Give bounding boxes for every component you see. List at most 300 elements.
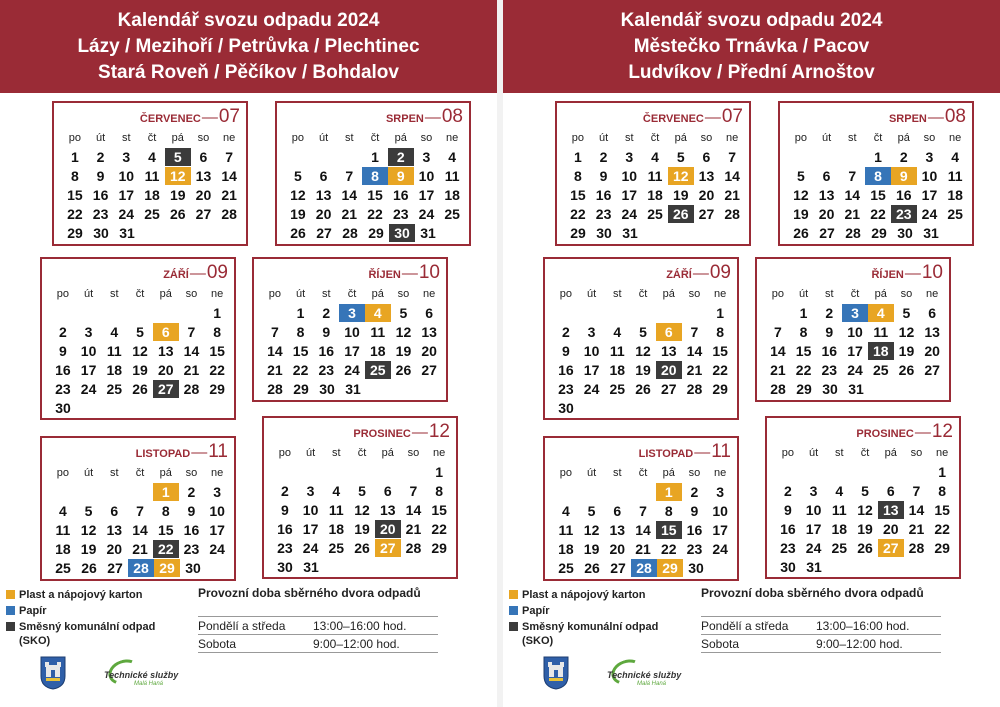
weekday-label: po <box>794 132 807 144</box>
month-12 <box>262 416 458 579</box>
month-number: 09 <box>206 262 228 283</box>
legend-item-sko <box>509 620 662 648</box>
empty-day <box>801 463 827 481</box>
week-row <box>775 463 955 482</box>
week-row <box>775 520 955 539</box>
day: 5 <box>358 483 366 499</box>
day: 4 <box>448 149 457 165</box>
month-header <box>140 106 240 128</box>
empty-day <box>765 304 791 322</box>
month-number: 08 <box>441 106 463 127</box>
villages-line-1: Městečko Trnávka / Pacov <box>633 36 870 57</box>
day: 15 <box>292 343 309 359</box>
day-plast-pickup: 6 <box>153 323 179 341</box>
day: 26 <box>169 206 186 222</box>
month-name: SRPEN <box>385 113 424 125</box>
hours-row <box>701 616 941 634</box>
weekday-label: so <box>397 288 410 300</box>
town-crest-icon <box>40 656 66 690</box>
day: 8 <box>716 324 725 340</box>
day: 6 <box>199 149 208 165</box>
weekday-label: so <box>420 132 433 144</box>
day: 18 <box>55 541 71 557</box>
month-header <box>666 262 731 284</box>
weekday-label: pá <box>159 288 172 300</box>
legend-label: Směsný komunální odpad (SKO) <box>522 621 659 647</box>
day: 11 <box>609 343 625 359</box>
day: 9 <box>280 502 289 518</box>
day-sko-pickup: 20 <box>656 361 682 379</box>
day: 9 <box>96 168 105 184</box>
week-row <box>285 224 465 243</box>
weekday-label: st <box>848 132 857 144</box>
day-plast-pickup: 4 <box>868 304 894 322</box>
week-row <box>553 502 733 521</box>
day: 1 <box>296 305 305 321</box>
weekday-label: po <box>559 288 572 300</box>
day: 10 <box>621 168 638 184</box>
day: 25 <box>55 560 71 576</box>
day: 18 <box>647 187 663 203</box>
day: 4 <box>58 503 67 519</box>
day: 1 <box>371 149 379 165</box>
day: 6 <box>886 483 895 499</box>
day: 4 <box>561 503 570 519</box>
week-row <box>262 304 442 323</box>
villages-line-1: Lázy / Mezihoří / Petrůvka / Plechtinec <box>77 36 420 57</box>
day: 31 <box>119 225 135 241</box>
day: 29 <box>871 225 887 241</box>
weekday-label: st <box>825 288 834 300</box>
weekday-label: ne <box>211 467 224 479</box>
day: 22 <box>431 521 447 537</box>
day: 20 <box>315 206 332 222</box>
legend-item-papir <box>509 604 662 618</box>
empty-day <box>401 463 427 481</box>
day: 2 <box>690 484 699 500</box>
week-row <box>62 224 242 243</box>
week-row <box>50 559 230 578</box>
day: 30 <box>277 559 293 575</box>
day: 30 <box>822 381 838 397</box>
day: 12 <box>793 187 809 203</box>
week-row <box>285 167 465 186</box>
day: 1 <box>938 464 947 480</box>
day: 4 <box>951 149 960 165</box>
week-row <box>553 361 733 380</box>
weekday-label: čt <box>860 447 870 459</box>
day: 3 <box>925 149 934 165</box>
weekday-label: pá <box>394 132 407 144</box>
day: 21 <box>221 187 237 203</box>
day-papir-pickup: 28 <box>631 559 657 577</box>
day: 13 <box>924 324 940 340</box>
day: 20 <box>157 362 174 378</box>
month-dash: — <box>411 424 428 441</box>
week-row <box>788 205 968 224</box>
day: 20 <box>106 541 123 557</box>
week-row <box>50 399 230 418</box>
month-number: 12 <box>428 421 450 442</box>
week-row <box>50 521 230 540</box>
day: 30 <box>185 560 201 576</box>
villages-line-2: Ludvíkov / Přední Arnoštov <box>628 62 875 83</box>
day: 8 <box>296 324 305 340</box>
day: 28 <box>342 225 358 241</box>
day: 30 <box>93 225 109 241</box>
weekday-label: so <box>900 288 913 300</box>
legend-label: Směsný komunální odpad (SKO) <box>19 621 156 647</box>
day: 13 <box>315 187 332 203</box>
day: 27 <box>698 206 715 222</box>
day: 19 <box>635 362 651 378</box>
day: 2 <box>599 149 608 165</box>
month-dash: — <box>201 109 218 126</box>
day: 14 <box>724 168 740 184</box>
week-row <box>775 501 955 520</box>
day: 7 <box>136 503 144 519</box>
month-10 <box>755 257 951 402</box>
week-row <box>788 224 968 243</box>
day: 17 <box>712 522 728 538</box>
day: 11 <box>328 502 344 518</box>
hours-day: Sobota <box>198 636 237 651</box>
week-row <box>62 148 242 167</box>
day: 18 <box>144 187 160 203</box>
weekday-header-row <box>553 285 733 304</box>
week-row <box>272 539 452 558</box>
weekday-label: po <box>571 132 584 144</box>
day: 29 <box>67 225 83 241</box>
day: 26 <box>857 540 873 556</box>
weekday-label: so <box>688 467 701 479</box>
day: 21 <box>405 521 422 537</box>
weekday-label: čt <box>850 288 860 300</box>
day: 17 <box>209 522 225 538</box>
day: 13 <box>609 522 626 538</box>
day: 11 <box>558 522 574 538</box>
weekday-label: st <box>322 288 331 300</box>
day: 4 <box>613 324 622 340</box>
day-grid <box>272 444 452 577</box>
day: 5 <box>399 305 408 321</box>
week-row <box>553 323 733 342</box>
day: 29 <box>934 540 950 556</box>
day: 2 <box>899 149 908 165</box>
day: 12 <box>132 343 148 359</box>
hours-time: 13:00–16:00 hod. <box>816 618 910 633</box>
weekday-label: pá <box>662 467 675 479</box>
weekday-label: st <box>332 447 341 459</box>
day: 16 <box>821 343 838 359</box>
week-row <box>765 361 945 380</box>
weekday-label: út <box>83 288 94 300</box>
day: 17 <box>118 187 135 203</box>
hours-title: Provozní doba sběrného dvora odpadů <box>701 586 924 600</box>
day: 7 <box>773 324 782 340</box>
day: 7 <box>270 324 279 340</box>
calendar-title: Kalendář svozu odpadu 2024 <box>620 10 883 31</box>
day: 15 <box>367 187 383 203</box>
month-name: ŘÍJEN <box>871 269 904 281</box>
day-sko-pickup: 30 <box>389 224 415 242</box>
legend-item-sko <box>6 620 159 648</box>
day: 28 <box>183 381 200 397</box>
legend-swatch <box>6 590 15 599</box>
month-dash: — <box>914 424 931 441</box>
day: 2 <box>58 324 67 340</box>
day: 27 <box>924 362 940 378</box>
day: 9 <box>825 324 834 340</box>
week-row <box>553 559 733 578</box>
legend-label: Papír <box>522 605 550 617</box>
empty-day <box>127 304 153 322</box>
empty-day <box>298 463 324 481</box>
weekday-label: st <box>835 447 844 459</box>
day: 1 <box>573 149 582 165</box>
day: 27 <box>195 206 212 222</box>
day-grid <box>565 129 745 243</box>
day: 3 <box>306 483 315 499</box>
week-row <box>262 380 442 399</box>
weekday-label: út <box>821 132 832 144</box>
day: 15 <box>570 187 586 203</box>
weekday-label: ne <box>714 467 727 479</box>
logo-text: Technické služby <box>104 670 179 680</box>
day: 26 <box>290 225 306 241</box>
day: 10 <box>847 324 863 340</box>
day: 23 <box>686 541 703 557</box>
day: 5 <box>293 168 302 184</box>
day: 26 <box>395 362 412 378</box>
month-number: 07 <box>218 106 240 127</box>
empty-day <box>630 483 656 501</box>
day: 14 <box>405 502 422 518</box>
day: 1 <box>799 305 808 321</box>
day: 11 <box>106 343 122 359</box>
calendar-panel-right <box>503 0 1000 707</box>
legend-item-plast <box>509 588 662 602</box>
day-grid <box>553 285 733 418</box>
week-row <box>272 520 452 539</box>
logo-text: Technické služby <box>607 670 682 680</box>
weekday-label: út <box>798 288 809 300</box>
day-sko-pickup: 18 <box>868 342 894 360</box>
day: 29 <box>293 381 309 397</box>
day: 14 <box>686 343 703 359</box>
day: 7 <box>690 324 699 340</box>
day: 25 <box>444 206 460 222</box>
week-row <box>62 186 242 205</box>
legend-label: Papír <box>19 605 47 617</box>
month-dash: — <box>904 265 921 282</box>
day: 14 <box>770 343 786 359</box>
weekday-label: so <box>700 132 713 144</box>
month-name: LISTOPAD <box>135 448 191 460</box>
week-row <box>553 342 733 361</box>
day: 27 <box>660 381 677 397</box>
day: 15 <box>431 502 447 518</box>
day: 31 <box>806 559 822 575</box>
weekday-label: ne <box>949 132 962 144</box>
day: 16 <box>55 362 71 378</box>
day: 3 <box>587 324 596 340</box>
week-row <box>262 361 442 380</box>
day: 14 <box>341 187 358 203</box>
day: 16 <box>686 522 703 538</box>
day: 2 <box>783 483 792 499</box>
week-row <box>788 167 968 186</box>
day: 14 <box>267 343 283 359</box>
empty-day <box>262 304 288 322</box>
day: 13 <box>379 502 396 518</box>
day: 1 <box>213 305 222 321</box>
weekday-label: út <box>318 132 329 144</box>
week-row <box>50 323 230 342</box>
day: 31 <box>303 559 319 575</box>
day: 17 <box>583 362 600 378</box>
week-row <box>765 342 945 361</box>
empty-day <box>272 463 298 481</box>
day: 4 <box>110 324 119 340</box>
empty-day <box>878 463 904 481</box>
empty-day <box>852 463 878 481</box>
collection-yard-hours <box>701 586 941 653</box>
day: 16 <box>92 187 109 203</box>
weekday-label: so <box>185 467 198 479</box>
day: 21 <box>686 362 703 378</box>
day-grid <box>62 129 242 243</box>
day: 15 <box>157 522 174 538</box>
day: 2 <box>96 149 105 165</box>
day: 20 <box>818 206 835 222</box>
technical-services-logo <box>607 658 687 694</box>
day: 18 <box>947 187 963 203</box>
day: 9 <box>599 168 608 184</box>
day: 4 <box>148 149 156 165</box>
month-name: LISTOPAD <box>638 448 694 460</box>
day: 16 <box>558 362 574 378</box>
day: 21 <box>724 187 740 203</box>
day: 5 <box>676 149 685 165</box>
day: 30 <box>558 400 574 416</box>
weekday-header-row <box>50 464 230 483</box>
weekday-label: ne <box>433 447 446 459</box>
week-row <box>788 148 968 167</box>
weekday-label: st <box>345 132 354 144</box>
week-row <box>565 205 745 224</box>
empty-day <box>375 463 401 481</box>
week-row <box>553 399 733 418</box>
week-row <box>765 380 945 399</box>
day: 3 <box>809 483 818 499</box>
day: 13 <box>421 324 437 340</box>
day: 11 <box>947 168 963 184</box>
month-dash: — <box>692 265 709 282</box>
week-row <box>262 342 442 361</box>
day: 27 <box>107 560 123 576</box>
day: 26 <box>354 540 370 556</box>
day: 2 <box>187 484 196 500</box>
day: 27 <box>316 225 332 241</box>
day: 24 <box>621 206 638 222</box>
day-grid <box>50 464 230 578</box>
day-plast-pickup: 6 <box>656 323 682 341</box>
weekday-label: ne <box>446 132 459 144</box>
empty-day <box>179 304 205 322</box>
day: 8 <box>938 483 947 499</box>
day: 13 <box>106 522 123 538</box>
day: 12 <box>583 522 600 538</box>
day: 16 <box>392 187 409 203</box>
weekday-label: st <box>110 467 119 479</box>
day: 2 <box>825 305 834 321</box>
day: 24 <box>712 541 728 557</box>
day: 11 <box>55 522 71 538</box>
day-grid <box>50 285 230 418</box>
month-number: 12 <box>931 421 953 442</box>
weekday-label: čt <box>135 288 145 300</box>
day-plast-pickup: 12 <box>668 167 694 185</box>
month-name: SRPEN <box>888 113 927 125</box>
empty-day <box>682 304 708 322</box>
day: 17 <box>621 187 638 203</box>
day: 25 <box>106 381 123 397</box>
weekday-label: čt <box>370 132 380 144</box>
empty-day <box>101 304 127 322</box>
weekday-label: út <box>586 467 597 479</box>
empty-day <box>814 148 840 166</box>
week-row <box>788 186 968 205</box>
day: 6 <box>319 168 328 184</box>
week-row <box>272 463 452 482</box>
weekday-label: pá <box>897 132 910 144</box>
week-row <box>50 483 230 502</box>
day: 5 <box>902 305 911 321</box>
hours-row <box>198 634 438 653</box>
day: 17 <box>80 362 97 378</box>
day: 18 <box>558 541 574 557</box>
month-dash: — <box>704 109 721 126</box>
month-header <box>368 262 440 284</box>
hours-day: Sobota <box>701 636 740 651</box>
day: 23 <box>318 362 335 378</box>
weekday-label: čt <box>638 467 648 479</box>
day: 31 <box>345 381 361 397</box>
month-header <box>353 421 450 443</box>
week-row <box>285 148 465 167</box>
week-row <box>272 482 452 501</box>
week-row <box>50 361 230 380</box>
day: 17 <box>302 521 319 537</box>
day-sko-pickup: 25 <box>365 361 391 379</box>
day: 16 <box>318 343 335 359</box>
weekday-label: pá <box>171 132 184 144</box>
day: 25 <box>144 206 160 222</box>
day: 6 <box>822 168 831 184</box>
weekday-label: ne <box>936 447 949 459</box>
legend-item-papir <box>6 604 159 618</box>
month-07 <box>52 101 248 246</box>
day: 30 <box>319 381 335 397</box>
weekday-label: ne <box>211 288 224 300</box>
day: 17 <box>847 343 863 359</box>
week-row <box>553 304 733 323</box>
day: 21 <box>132 541 148 557</box>
day: 7 <box>345 168 354 184</box>
day: 26 <box>81 560 97 576</box>
day: 26 <box>898 362 915 378</box>
